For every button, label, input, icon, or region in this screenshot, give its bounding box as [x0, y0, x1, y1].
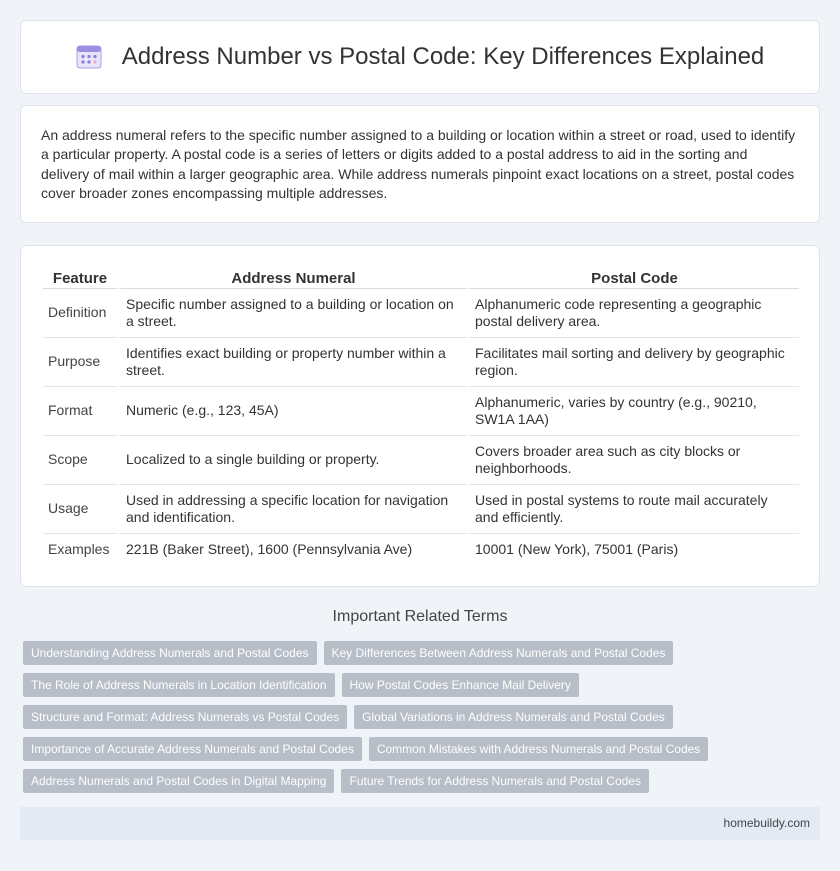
- row-postal-code: 10001 (New York), 75001 (Paris): [466, 534, 799, 565]
- row-postal-code: Covers broader area such as city blocks or neighborhoods.: [466, 436, 799, 485]
- row-address-numeral: Identifies exact building or property number within a street.: [117, 338, 466, 387]
- tag-row: [23, 769, 823, 793]
- row-feature: Purpose: [43, 338, 117, 387]
- row-postal-code: Alphanumeric code representing a geographic postal delivery area.: [466, 289, 799, 338]
- intro-card: [20, 105, 820, 223]
- intro-paragraph: An address numeral refers to the specific number assigned to a building or location within a street or road, used to identify a particular property. A postal code is a series of letters or digits added to a postal address to aid in the sorting and delivery of mail within a larger geographic area. While address numerals pinpoint exact locations on a street, postal codes cover broader zones encompassing multiple addresses.: [41, 127, 796, 201]
- tag-row: [23, 705, 823, 729]
- table-row: [43, 485, 799, 534]
- tag-row: [23, 737, 823, 761]
- row-feature: Scope: [43, 436, 117, 485]
- row-address-numeral: Numeric (e.g., 123, 45A): [117, 387, 466, 436]
- related-term-tag[interactable]: Address Numerals and Postal Codes in Digital Mapping: [23, 769, 334, 793]
- table-row: [43, 338, 799, 387]
- table-row: [43, 387, 799, 436]
- comparison-table-card: [20, 245, 820, 587]
- related-term-tag[interactable]: Importance of Accurate Address Numerals and Postal Codes: [23, 737, 362, 761]
- related-terms-title: Important Related Terms: [332, 608, 508, 625]
- tag-row: [23, 641, 823, 665]
- header-feature: Feature: [43, 266, 117, 289]
- row-feature: Usage: [43, 485, 117, 534]
- row-postal-code: Used in postal systems to route mail accurately and efficiently.: [466, 485, 799, 534]
- page-title: Address Number vs Postal Code: Key Differences Explained: [121, 43, 765, 70]
- header-postal-code: Postal Code: [466, 266, 799, 289]
- related-term-tag[interactable]: Key Differences Between Address Numerals and Postal Codes: [324, 641, 674, 665]
- calendar-grid-icon: [76, 44, 102, 70]
- table-row: [43, 289, 799, 338]
- footer-site-link[interactable]: homebuildy.com: [723, 816, 810, 830]
- table-row: [43, 534, 799, 565]
- related-term-tag[interactable]: Structure and Format: Address Numerals vs Postal Codes: [23, 705, 347, 729]
- table-header-row: [43, 266, 799, 289]
- related-terms-tags: [23, 641, 823, 801]
- row-address-numeral: Localized to a single building or property.: [117, 436, 466, 485]
- related-term-tag[interactable]: Global Variations in Address Numerals and Postal Codes: [354, 705, 673, 729]
- header-address-numeral: Address Numeral: [117, 266, 466, 289]
- row-feature: Format: [43, 387, 117, 436]
- comparison-table: [43, 266, 799, 565]
- footer: [20, 807, 820, 840]
- row-feature: Examples: [48, 540, 110, 557]
- related-term-tag[interactable]: Common Mistakes with Address Numerals and Postal Codes: [369, 737, 708, 761]
- header-card: [20, 20, 820, 94]
- related-term-tag[interactable]: Understanding Address Numerals and Postal Codes: [23, 641, 317, 665]
- row-postal-code: Facilitates mail sorting and delivery by geographic region.: [466, 338, 799, 387]
- related-term-tag[interactable]: How Postal Codes Enhance Mail Delivery: [342, 673, 579, 697]
- table-row: [43, 436, 799, 485]
- row-postal-code: Alphanumeric, varies by country (e.g., 90210, SW1A 1AA): [466, 387, 799, 436]
- row-address-numeral: Used in addressing a specific location for navigation and identification.: [117, 485, 466, 534]
- row-address-numeral: Specific number assigned to a building or location on a street.: [117, 289, 466, 338]
- row-feature: Definition: [43, 289, 117, 338]
- title-wrap: [21, 21, 819, 93]
- related-term-tag[interactable]: Future Trends for Address Numerals and Postal Codes: [341, 769, 648, 793]
- tag-row: [23, 673, 823, 697]
- related-term-tag[interactable]: The Role of Address Numerals in Location Identification: [23, 673, 335, 697]
- row-address-numeral: 221B (Baker Street), 1600 (Pennsylvania Ave): [117, 534, 466, 565]
